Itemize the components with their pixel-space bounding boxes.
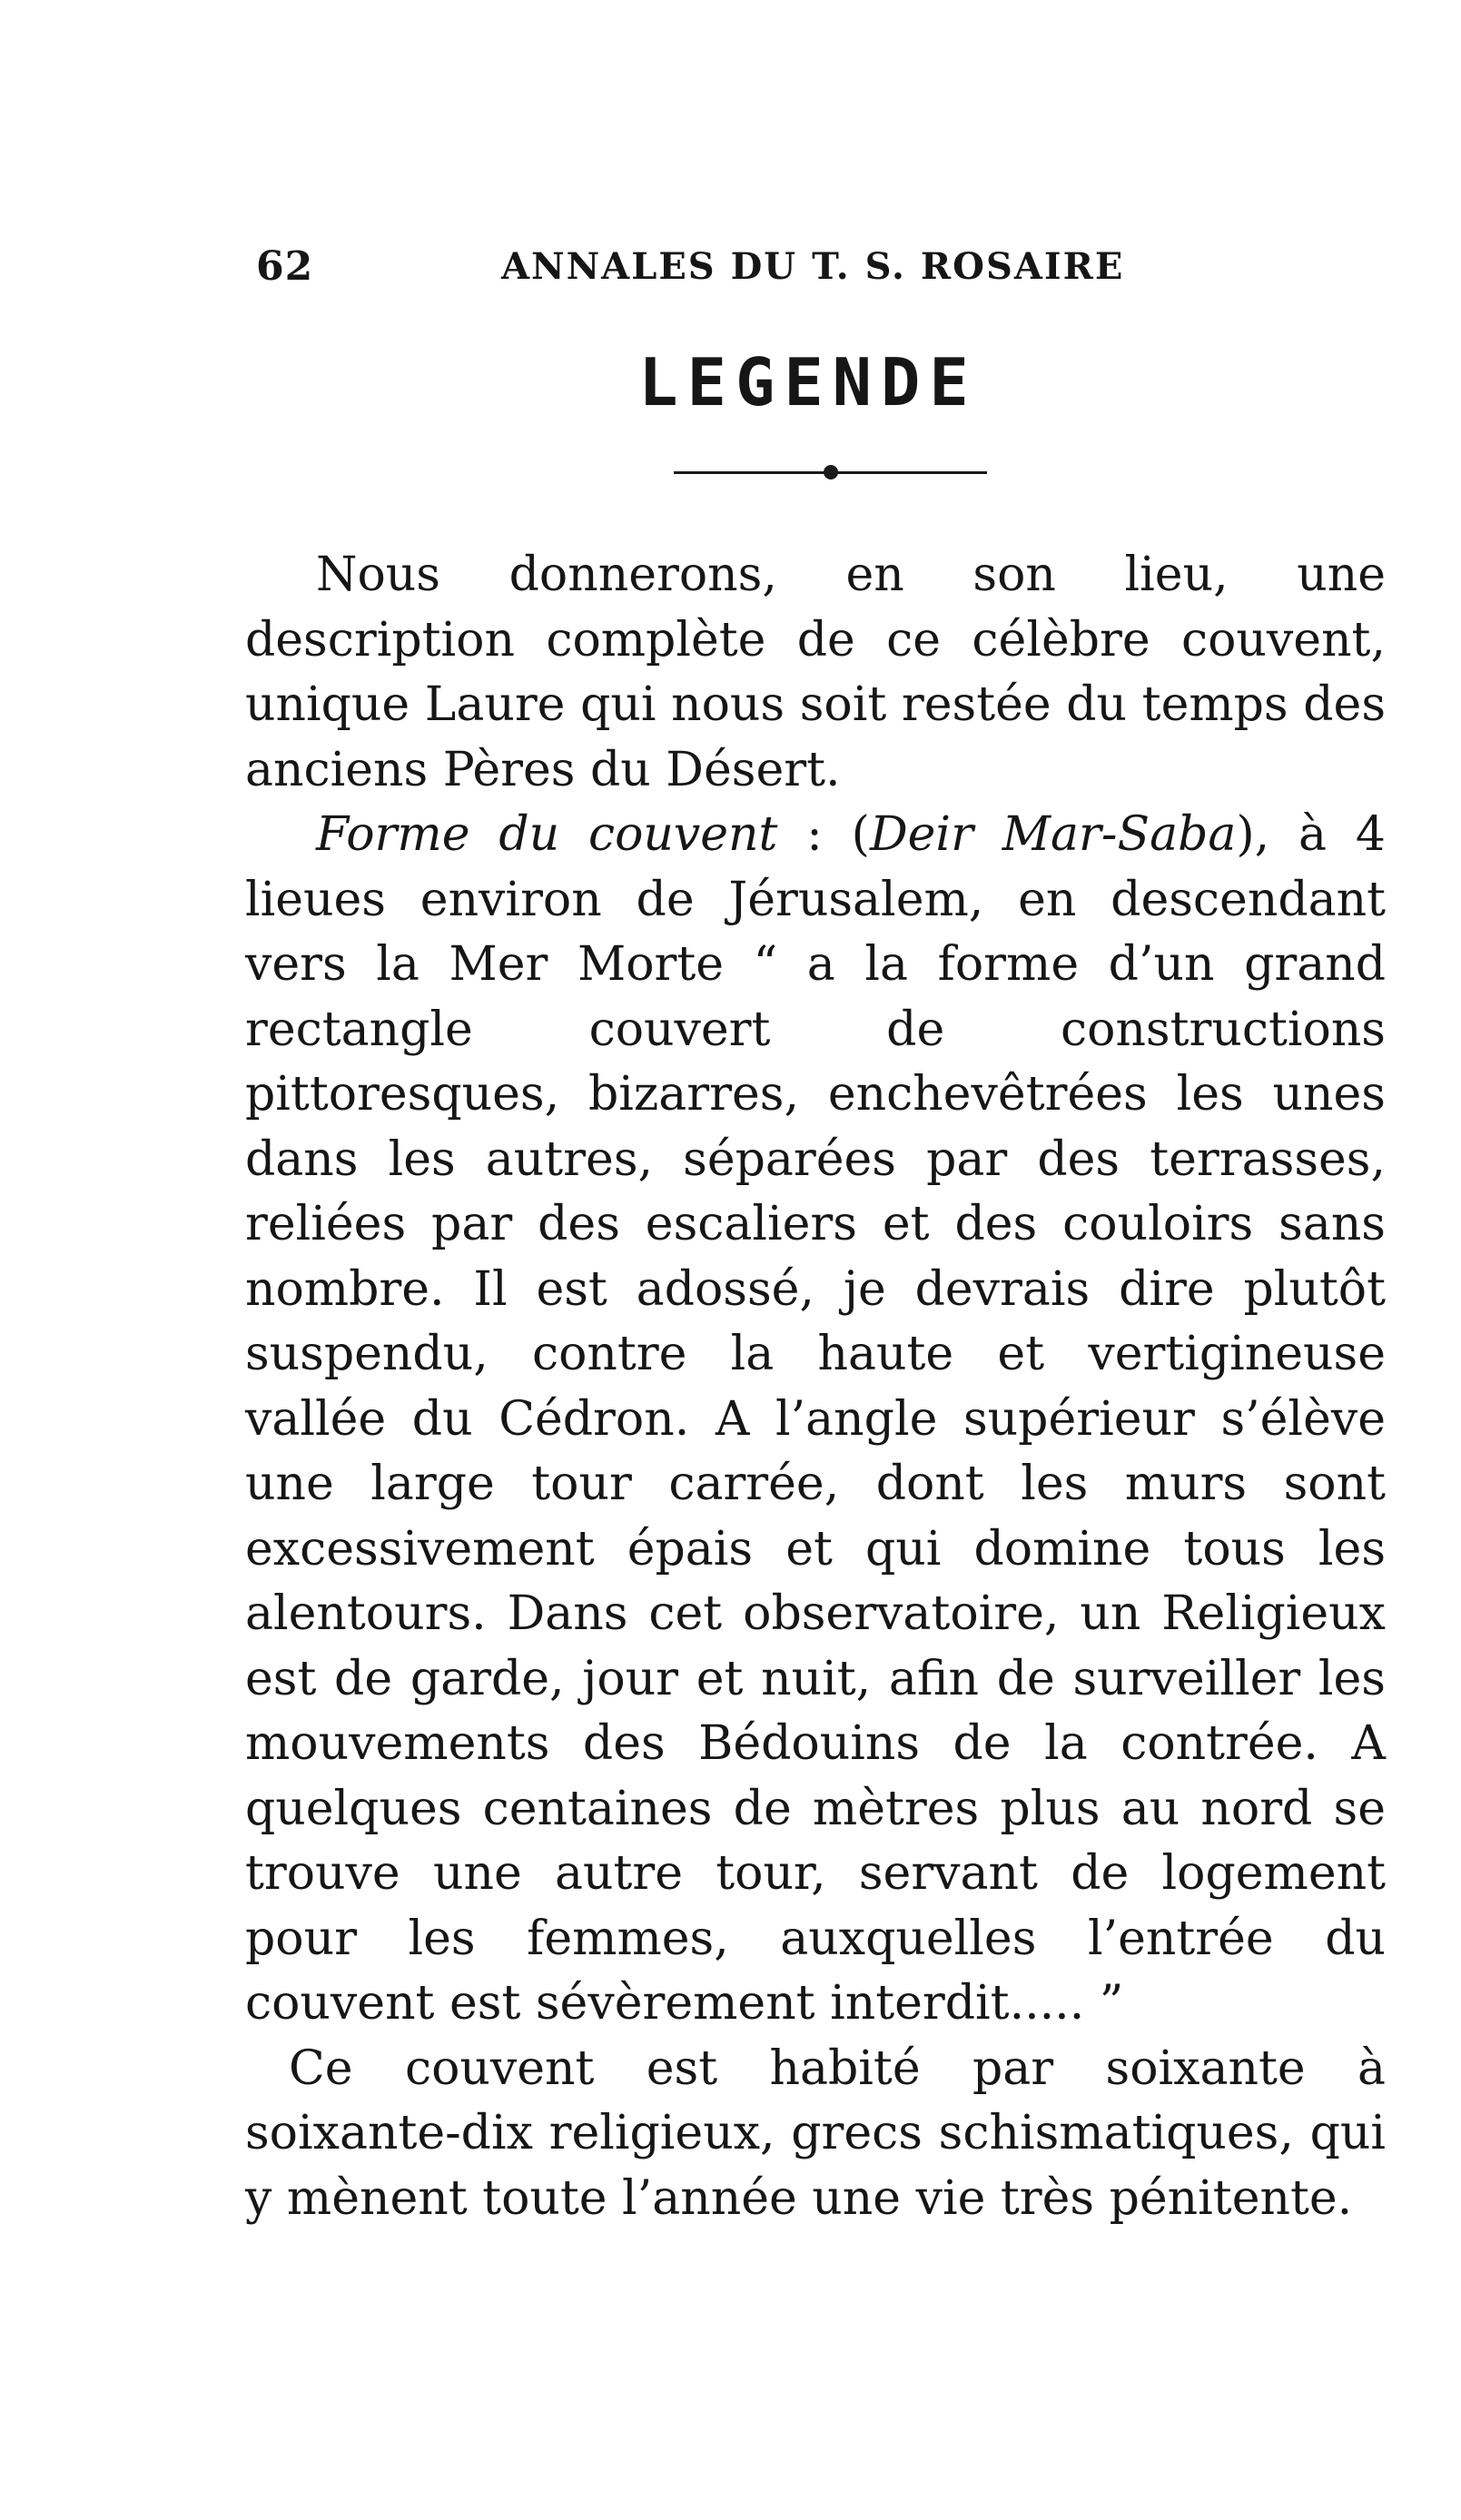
ornament-dot (824, 465, 838, 479)
paragraph-description-text: ), à 4 lieues environ de Jérusalem, en descendant vers la Mer Morte “ a la forme d’un grand rectangle couvert de constructions pittoresques, bizarres, enchevêtrées les unes dans les autres, séparées par des terrasses, reliées par des escaliers et des couloirs sans nombre. Il est adossé, je devrais dire plutôt suspendu, contre la haute et vertigineuse vallée du Cédron. A l’angle supérieur s’élève une large tour carrée, dont les murs sont excessivement épais et qui domine tous les alentours. Dans cet observatoire, un Religieux est de garde, jour et nuit, afin de surveiller les mouvements des Bédouins de la contrée. A quelques centaines de mètres plus au nord se trouve une autre tour, servant de logement pour les femmes, auxquelles l’entrée du couvent est sévèrement interdit..... ” (245, 807, 1386, 2031)
paragraph-intro: Nous donnerons, en son lieu, une description complète de ce célèbre couvent, unique Laure qui nous soit restée du temps des anciens Pères du Désert. (245, 548, 1386, 797)
section-title: LEGENDE (638, 344, 978, 420)
paragraph-separator: : ( (777, 807, 870, 862)
paragraph-label: Forme du couvent (316, 807, 778, 862)
paragraph-closing: Ce couvent est habité par soixante à soixante-dix religieux, grecs schismatiques, qui y mènent toute l’année une vie très pénitente. (245, 2041, 1386, 2226)
page-header (256, 243, 1237, 307)
running-head: ANNALES DU T. S. ROSAIRE (501, 245, 1125, 288)
paragraph-description (245, 803, 1386, 2037)
body-text (245, 543, 1386, 2231)
title-ornament-rule (674, 465, 987, 479)
place-name: Deir Mar-Saba (869, 807, 1237, 862)
page-number: 62 (256, 243, 314, 290)
